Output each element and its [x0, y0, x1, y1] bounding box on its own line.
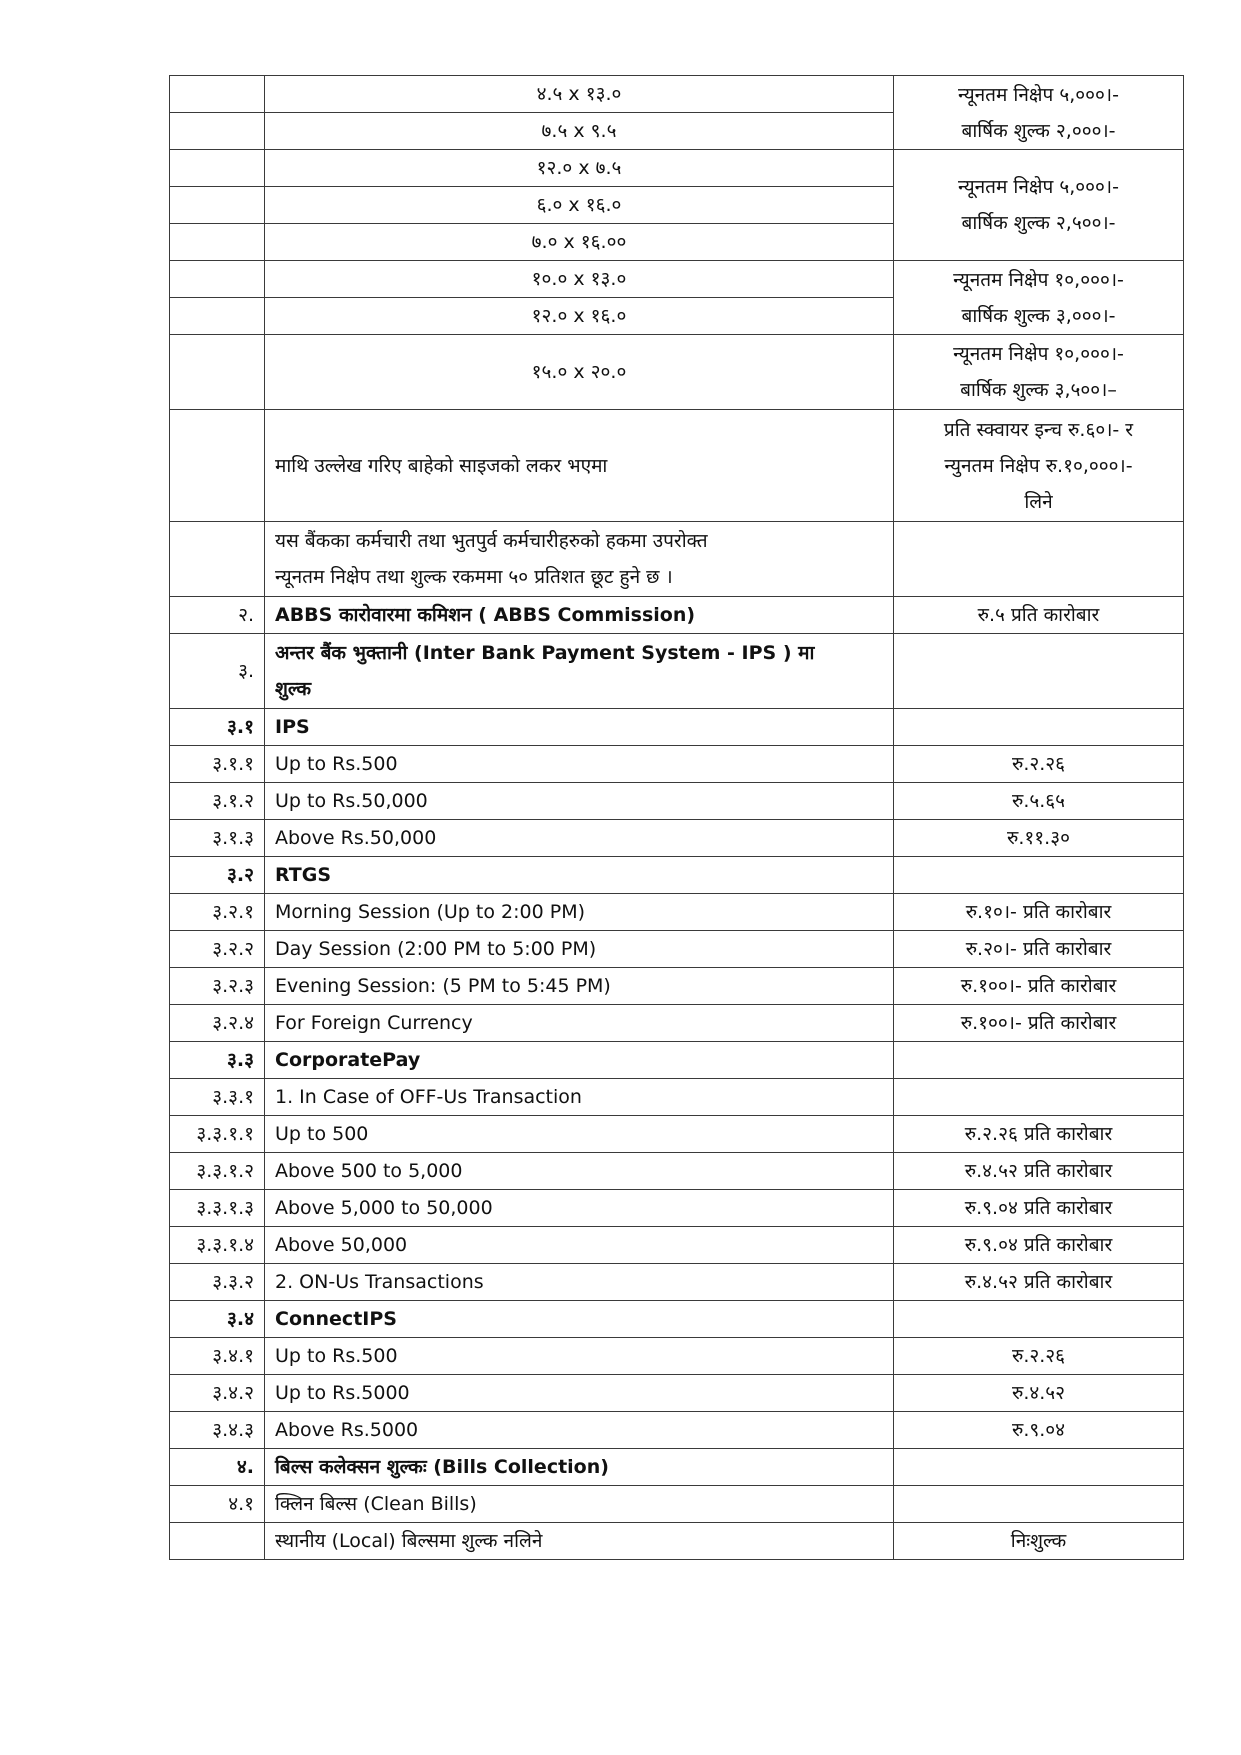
- row-description: Up to Rs.500: [265, 1338, 894, 1375]
- row-number: ३.२.१: [170, 894, 265, 931]
- locker-fee: [894, 335, 1184, 410]
- note-line: यस बैंकका कर्मचारी तथा भुतपुर्व कर्मचारीहरुको हकमा उपरोक्त: [275, 530, 708, 552]
- table-row: [170, 968, 1184, 1005]
- row-number: ३.३.१: [170, 1079, 265, 1116]
- row-number: ३.३.१.१: [170, 1116, 265, 1153]
- min-deposit: न्यूनतम निक्षेप ५,०००।-: [958, 176, 1119, 198]
- table-row: [170, 261, 1184, 298]
- table-row: [170, 894, 1184, 931]
- row-fee: रु.२०।- प्रति कारोबार: [894, 931, 1184, 968]
- table-row: [170, 150, 1184, 187]
- min-deposit: न्यूनतम निक्षेप ५,०००।-: [958, 83, 1119, 106]
- row-number: ३.४.२: [170, 1375, 265, 1412]
- row-description: Evening Session: (5 PM to 5:45 PM): [265, 968, 894, 1005]
- row-description: Morning Session (Up to 2:00 PM): [265, 894, 894, 931]
- ips-section-heading: [265, 634, 894, 709]
- row-description: RTGS: [265, 857, 894, 894]
- row-number: [170, 187, 265, 224]
- locker-size: ४.५ x १३.०: [265, 76, 894, 113]
- row-description: For Foreign Currency: [265, 1005, 894, 1042]
- table-row: [170, 634, 1184, 709]
- table-row: [170, 597, 1184, 634]
- row-description: 2. ON-Us Transactions: [265, 1264, 894, 1301]
- row-fee: रु.४.५२: [894, 1375, 1184, 1412]
- row-description: स्थानीय (Local) बिल्समा शुल्क नलिने: [265, 1523, 894, 1560]
- row-fee: रु.१०।- प्रति कारोबार: [894, 894, 1184, 931]
- staff-discount-note: [265, 522, 894, 597]
- row-fee: रु.१००।- प्रति कारोबार: [894, 1005, 1184, 1042]
- heading-line: अन्तर बैंक भुक्तानी (Inter Bank Payment System - IPS ) मा: [275, 642, 815, 664]
- locker-size: १२.० x १६.०: [265, 298, 894, 335]
- row-fee: [894, 1486, 1184, 1523]
- row-description: बिल्स कलेक्सन शुल्कः (Bills Collection): [265, 1449, 894, 1486]
- table-row: [170, 1449, 1184, 1486]
- row-description: Above Rs.5000: [265, 1412, 894, 1449]
- table-row: [170, 783, 1184, 820]
- locker-size: ७.५ x ९.५: [265, 113, 894, 150]
- table-row: [170, 1523, 1184, 1560]
- row-number: ३.३.२: [170, 1264, 265, 1301]
- note-line: न्यूनतम निक्षेप तथा शुल्क रकममा ५० प्रतिशत छूट हुने छ ।: [275, 566, 673, 588]
- table-row: [170, 1264, 1184, 1301]
- locker-fee: [894, 150, 1184, 261]
- row-number: [170, 150, 265, 187]
- row-number: ३.३.१.३: [170, 1190, 265, 1227]
- row-description: क्लिन बिल्स (Clean Bills): [265, 1486, 894, 1523]
- abbs-commission-label: ABBS कारोवारमा कमिशन ( ABBS Commission): [265, 597, 894, 634]
- table-row: [170, 931, 1184, 968]
- table-row: [170, 1486, 1184, 1523]
- row-number: ३.२.२: [170, 931, 265, 968]
- row-number: ३.३: [170, 1042, 265, 1079]
- locker-size: ६.० x १६.०: [265, 187, 894, 224]
- fee-cell: [894, 522, 1184, 597]
- row-description: IPS: [265, 709, 894, 746]
- table-row: [170, 410, 1184, 522]
- row-fee: रु.४.५२ प्रति कारोबार: [894, 1153, 1184, 1190]
- table-row: [170, 746, 1184, 783]
- row-fee: रु.२.२६ प्रति कारोबार: [894, 1116, 1184, 1153]
- row-number: ३.३.१.२: [170, 1153, 265, 1190]
- row-description: Up to Rs.5000: [265, 1375, 894, 1412]
- row-number: ३.२.४: [170, 1005, 265, 1042]
- fee-schedule-table: [169, 75, 1184, 1560]
- row-description: Above 50,000: [265, 1227, 894, 1264]
- locker-size: १०.० x १३.०: [265, 261, 894, 298]
- other-size-fee: [894, 410, 1184, 522]
- table-row: [170, 1338, 1184, 1375]
- fee-line: लिने: [1024, 490, 1053, 513]
- table-row: [170, 1079, 1184, 1116]
- row-fee: रु.४.५२ प्रति कारोबार: [894, 1264, 1184, 1301]
- row-description: Day Session (2:00 PM to 5:00 PM): [265, 931, 894, 968]
- row-fee: रु.११.३०: [894, 820, 1184, 857]
- row-number: [170, 76, 265, 113]
- row-number: ३.१.३: [170, 820, 265, 857]
- annual-fee: बार्षिक शुल्क २,५००।-: [961, 212, 1116, 234]
- row-description: Above 500 to 5,000: [265, 1153, 894, 1190]
- row-fee: [894, 709, 1184, 746]
- fee-line: न्युनतम निक्षेप रु.१०,०००।-: [944, 454, 1133, 477]
- row-number: [170, 522, 265, 597]
- row-description: Up to 500: [265, 1116, 894, 1153]
- row-number: [170, 410, 265, 522]
- table-row: [170, 76, 1184, 113]
- table-row: [170, 1005, 1184, 1042]
- row-fee: [894, 857, 1184, 894]
- annual-fee: बार्षिक शुल्क ३,५००।–: [960, 379, 1117, 401]
- abbs-commission-fee: रु.५ प्रति कारोबार: [894, 597, 1184, 634]
- row-number: [170, 261, 265, 298]
- row-description: CorporatePay: [265, 1042, 894, 1079]
- row-fee: रु.९.०४: [894, 1412, 1184, 1449]
- row-number: ३.३.१.४: [170, 1227, 265, 1264]
- row-number: ३.: [170, 634, 265, 709]
- row-fee: [894, 1301, 1184, 1338]
- row-description: Above Rs.50,000: [265, 820, 894, 857]
- row-number: ३.२.३: [170, 968, 265, 1005]
- fee-cell: [894, 634, 1184, 709]
- table-row: [170, 1301, 1184, 1338]
- row-fee: रु.१००।- प्रति कारोबार: [894, 968, 1184, 1005]
- table-row: [170, 1412, 1184, 1449]
- row-number: [170, 224, 265, 261]
- row-number: ३.४.१: [170, 1338, 265, 1375]
- row-fee: [894, 1079, 1184, 1116]
- table-row: [170, 1116, 1184, 1153]
- row-number: ३.१: [170, 709, 265, 746]
- table-row: [170, 1227, 1184, 1264]
- row-description: Up to Rs.50,000: [265, 783, 894, 820]
- table-row: [170, 522, 1184, 597]
- locker-size: ७.० x १६.००: [265, 224, 894, 261]
- row-fee: [894, 1042, 1184, 1079]
- row-fee: रु.२.२६: [894, 1338, 1184, 1375]
- row-number: [170, 1523, 265, 1560]
- annual-fee: बार्षिक शुल्क २,०००।-: [961, 119, 1116, 142]
- row-number: ३.२: [170, 857, 265, 894]
- row-fee: रु.९.०४ प्रति कारोबार: [894, 1227, 1184, 1264]
- table-row: [170, 335, 1184, 410]
- row-fee: रु.५.६५: [894, 783, 1184, 820]
- row-description: Up to Rs.500: [265, 746, 894, 783]
- heading-line: शुल्क: [275, 678, 312, 700]
- row-description: 1. In Case of OFF-Us Transaction: [265, 1079, 894, 1116]
- other-size-description: माथि उल्लेख गरिए बाहेको साइजको लकर भएमा: [265, 410, 894, 522]
- table-row: [170, 820, 1184, 857]
- table-row: [170, 857, 1184, 894]
- min-deposit: न्यूनतम निक्षेप १०,०००।-: [953, 343, 1124, 365]
- row-fee: [894, 1449, 1184, 1486]
- row-number: ४.: [170, 1449, 265, 1486]
- locker-fee: [894, 261, 1184, 335]
- table-row: [170, 709, 1184, 746]
- row-fee: रु.९.०४ प्रति कारोबार: [894, 1190, 1184, 1227]
- table-row: [170, 1375, 1184, 1412]
- locker-fee: [894, 76, 1184, 150]
- row-number: ४.१: [170, 1486, 265, 1523]
- annual-fee: बार्षिक शुल्क ३,०००।-: [961, 304, 1116, 327]
- row-number: २.: [170, 597, 265, 634]
- table-row: [170, 1153, 1184, 1190]
- row-fee: निःशुल्क: [894, 1523, 1184, 1560]
- row-description: ConnectIPS: [265, 1301, 894, 1338]
- row-number: [170, 335, 265, 410]
- table-row: [170, 1190, 1184, 1227]
- row-number: ३.४: [170, 1301, 265, 1338]
- row-number: ३.१.१: [170, 746, 265, 783]
- row-number: ३.१.२: [170, 783, 265, 820]
- locker-size: १२.० x ७.५: [265, 150, 894, 187]
- row-number: ३.४.३: [170, 1412, 265, 1449]
- row-number: [170, 113, 265, 150]
- locker-size: १५.० x २०.०: [265, 335, 894, 410]
- fee-line: प्रति स्क्वायर इन्च रु.६०।- र: [943, 418, 1134, 441]
- row-number: [170, 298, 265, 335]
- table-row: [170, 1042, 1184, 1079]
- row-description: Above 5,000 to 50,000: [265, 1190, 894, 1227]
- row-fee: रु.२.२६: [894, 746, 1184, 783]
- min-deposit: न्यूनतम निक्षेप १०,०००।-: [953, 268, 1124, 291]
